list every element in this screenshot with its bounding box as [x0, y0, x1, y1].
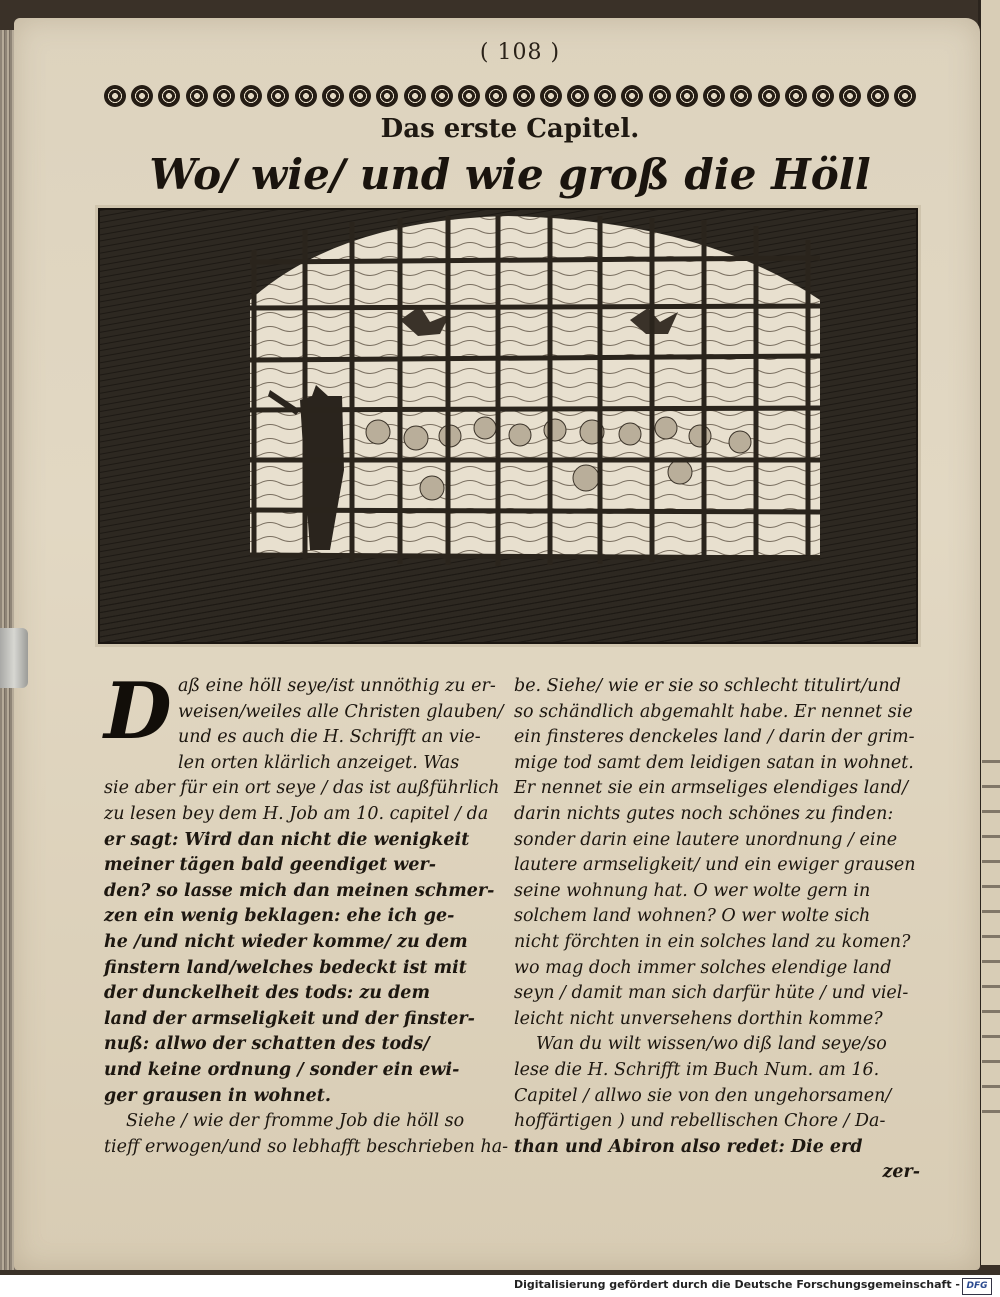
ornament-rosette [158, 85, 180, 107]
ornament-rosette [567, 85, 589, 107]
ornament-rosette [431, 85, 453, 107]
text-column-left [104, 666, 509, 1160]
text-line: mige tod samt dem leidigen satan in wohnet. [514, 752, 914, 773]
ornament-rosette [867, 85, 889, 107]
text-line: seyn / damit man sich darfür hüte / und viel- [514, 983, 909, 1004]
ornament-rosette [676, 85, 698, 107]
text-line-quote: meiner tägen bald geendiget wer- [104, 855, 436, 876]
text-line: wo mag doch immer solches elendige land [514, 957, 892, 978]
text-line-quote: er sagt: Wird dan nicht die wenigkeit [104, 829, 470, 850]
ornament-rosette [295, 85, 317, 107]
text-line: weisen/weiles alle Christen glauben/ [178, 701, 504, 722]
ornament-rosette [322, 85, 344, 107]
text-line-quote: finstern land/welches bedeckt ist mit [104, 957, 467, 978]
ornament-rosette [458, 85, 480, 107]
ornament-rosette [267, 85, 289, 107]
text-line: leicht nicht unversehens dorthin komme? [514, 1008, 883, 1029]
ornament-rosette [540, 85, 562, 107]
text-line: sonder darin eine lautere unordnung / eine [514, 829, 898, 850]
text-line: hoffärtigen ) und rebellischen Chore / Da- [514, 1111, 886, 1132]
ornament-rosette [621, 85, 643, 107]
ornament-rosette [240, 85, 262, 107]
text-line: Siehe / wie der fromme Job die höll so [126, 1111, 465, 1132]
text-line-quote: und keine ordnung / sonder ein ewi- [104, 1059, 460, 1080]
text-line-quote: he /und nicht wieder komme/ zu dem [104, 931, 468, 952]
ornament-rosette [839, 85, 861, 107]
text-line: solchem land wohnen? O wer wolte sich [514, 906, 871, 927]
chapter-title: Wo/ wie/ und wie groß die Höll [149, 150, 871, 199]
ornament-rosette [376, 85, 398, 107]
ornament-rosette [213, 85, 235, 107]
ornament-rosette [131, 85, 153, 107]
text-line: len orten klärlich anzeiget. Was [178, 752, 460, 773]
ornament-rosette [186, 85, 208, 107]
engraving-hell-prison-grid [100, 210, 916, 642]
text-line: sie aber für ein ort seye / das ist außführlich [104, 778, 500, 799]
ornament-rosette [730, 85, 752, 107]
text-column-right [514, 674, 920, 1186]
text-line-quote: zen ein wenig beklagen: ehe ich ge- [104, 906, 455, 927]
text-line-quote: den? so lasse mich dan meinen schmer- [104, 880, 495, 901]
ornament-rosette [812, 85, 834, 107]
dropcap-initial: D [104, 666, 172, 757]
text-line: lese die H. Schrifft im Buch Num. am 16. [514, 1059, 880, 1080]
text-line: seine wohnung hat. O wer wolte gern in [514, 880, 871, 901]
facing-page-text-fragments [982, 755, 1000, 1135]
text-line: nicht förchten in ein solches land zu komen? [514, 931, 911, 952]
text-line-quote: land der armseligkeit und der finster- [104, 1008, 475, 1029]
ornament-band [104, 80, 916, 112]
ornament-rosette [703, 85, 725, 107]
text-line: be. Siehe/ wie er sie so schlecht titulirt/und [514, 676, 901, 696]
text-line-quote: der dunckelheit des tods: zu dem [104, 983, 430, 1004]
chapter-heading: Das erste Capitel. [380, 114, 640, 144]
text-line-quote: nuß: allwo der schatten des tods/ [104, 1034, 430, 1055]
text-line: Capitel / allwo sie von den ungehorsamen/ [514, 1085, 892, 1106]
ornament-rosette [485, 85, 507, 107]
text-line: lautere armseligkeit/ und ein ewiger grausen [514, 855, 916, 876]
text-line-quote: ger grausen in wohnet. [104, 1085, 331, 1106]
text-line: Wan du wilt wissen/wo diß land seye/so [536, 1034, 887, 1055]
footer-bar [0, 1275, 1000, 1297]
ornament-rosette [894, 85, 916, 107]
text-line: aß eine höll seye/ist unnöthig zu er- [178, 676, 496, 696]
text-line: ein finsteres denckeles land / darin der grim- [514, 727, 915, 748]
ornament-rosette [104, 85, 126, 107]
text-line: und es auch die H. Schrifft an vie- [178, 727, 481, 748]
text-line: Er nennet sie ein armseliges elendiges land/ [514, 778, 909, 799]
ornament-rosette [785, 85, 807, 107]
ornament-rosette [513, 85, 535, 107]
ornament-rosette [594, 85, 616, 107]
ornament-rosette [349, 85, 371, 107]
engraving-illustration [98, 208, 918, 644]
text-line: darin nichts gutes noch schönes zu finden: [514, 803, 894, 824]
page-number: ( 108 ) [479, 40, 561, 65]
engraving-floor-shadow [100, 565, 916, 642]
text-line: tieff erwogen/und so lebhafft beschrieben ha- [104, 1136, 509, 1157]
page-clip [0, 628, 28, 688]
text-line: zu lesen bey dem H. Job am 10. capitel / da [104, 803, 489, 824]
text-line: so schändlich abgemahlt habe. Er nennet sie [514, 701, 913, 722]
ornament-rosette [404, 85, 426, 107]
ornament-rosette [758, 85, 780, 107]
ornament-rosette [649, 85, 671, 107]
text-line: than und Abiron also redet: Die erd [514, 1136, 863, 1157]
dfg-logo: DFG [962, 1278, 992, 1295]
catchword: zer- [882, 1162, 920, 1183]
funding-credit: Digitalisierung gefördert durch die Deutsche Forschungsgemeinschaft - [513, 1278, 960, 1291]
